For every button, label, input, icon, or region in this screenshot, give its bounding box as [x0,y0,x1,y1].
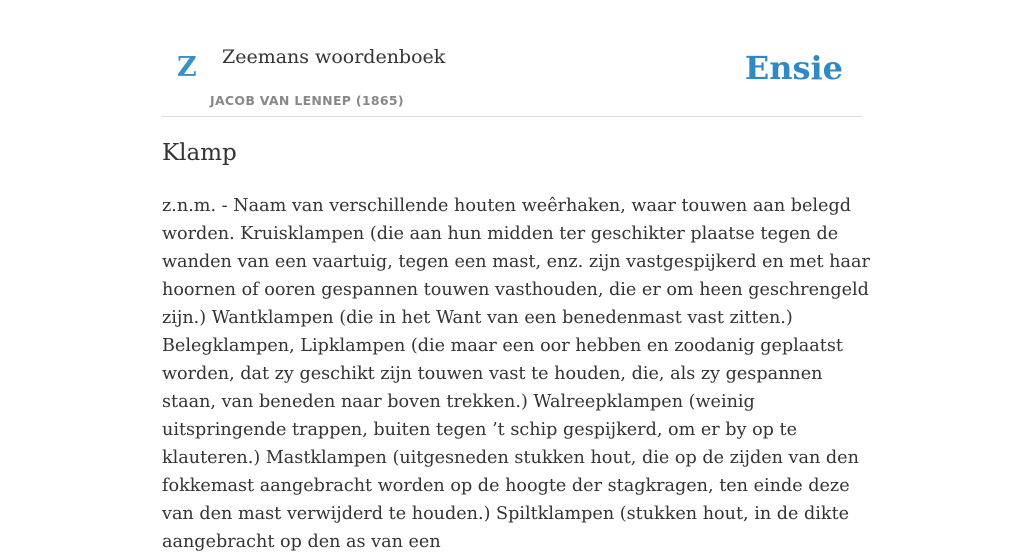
book-logo-letter[interactable]: Z [177,52,197,83]
entry-body: z.n.m. - Naam van verschillende houten weêrhaken, waar touwen aan belegd worden. Kruisklampen (die aan hun midden ter geschikter plaatse tegen de wanden van een vaartuig, tegen een mast, enz. zijn vastgespijkerd en met haar hoornen of ooren gespannen touwen vasthouden, die er om heen geschrengeld zijn.) Wantklampen (die in het Want van een benedenmast vast zitten.) Belegklampen, Lipklampen (die maar een oor hebben en zoodanig geplaatst worden, dat zy geschikt zijn touwen vast te houden, die, als zy gespannen staan, van beneden naar boven trekken.) Walreepklampen (weinig uitspringende trappen, buiten tegen ’t schip gespijkerd, om er by op te klauteren.) Mastklampen (uitgesneden stukken hout, die op de zijden van den fokkemast aangebracht worden op de hoogte der stagkragen, ten einde deze van den mast verwijderd te houden.) Spiltklampen (stukken hout, in de dikte aangebracht op den as van een [162,196,870,552]
ensie-brand-link[interactable]: Ensie [744,49,843,87]
page-container [162,0,870,552]
book-author: JACOB VAN LENNEP (1865) [210,93,404,108]
book-header [162,0,862,117]
book-title[interactable]: Zeemans woordenboek [222,46,446,68]
entry-title: Klamp [162,140,237,166]
